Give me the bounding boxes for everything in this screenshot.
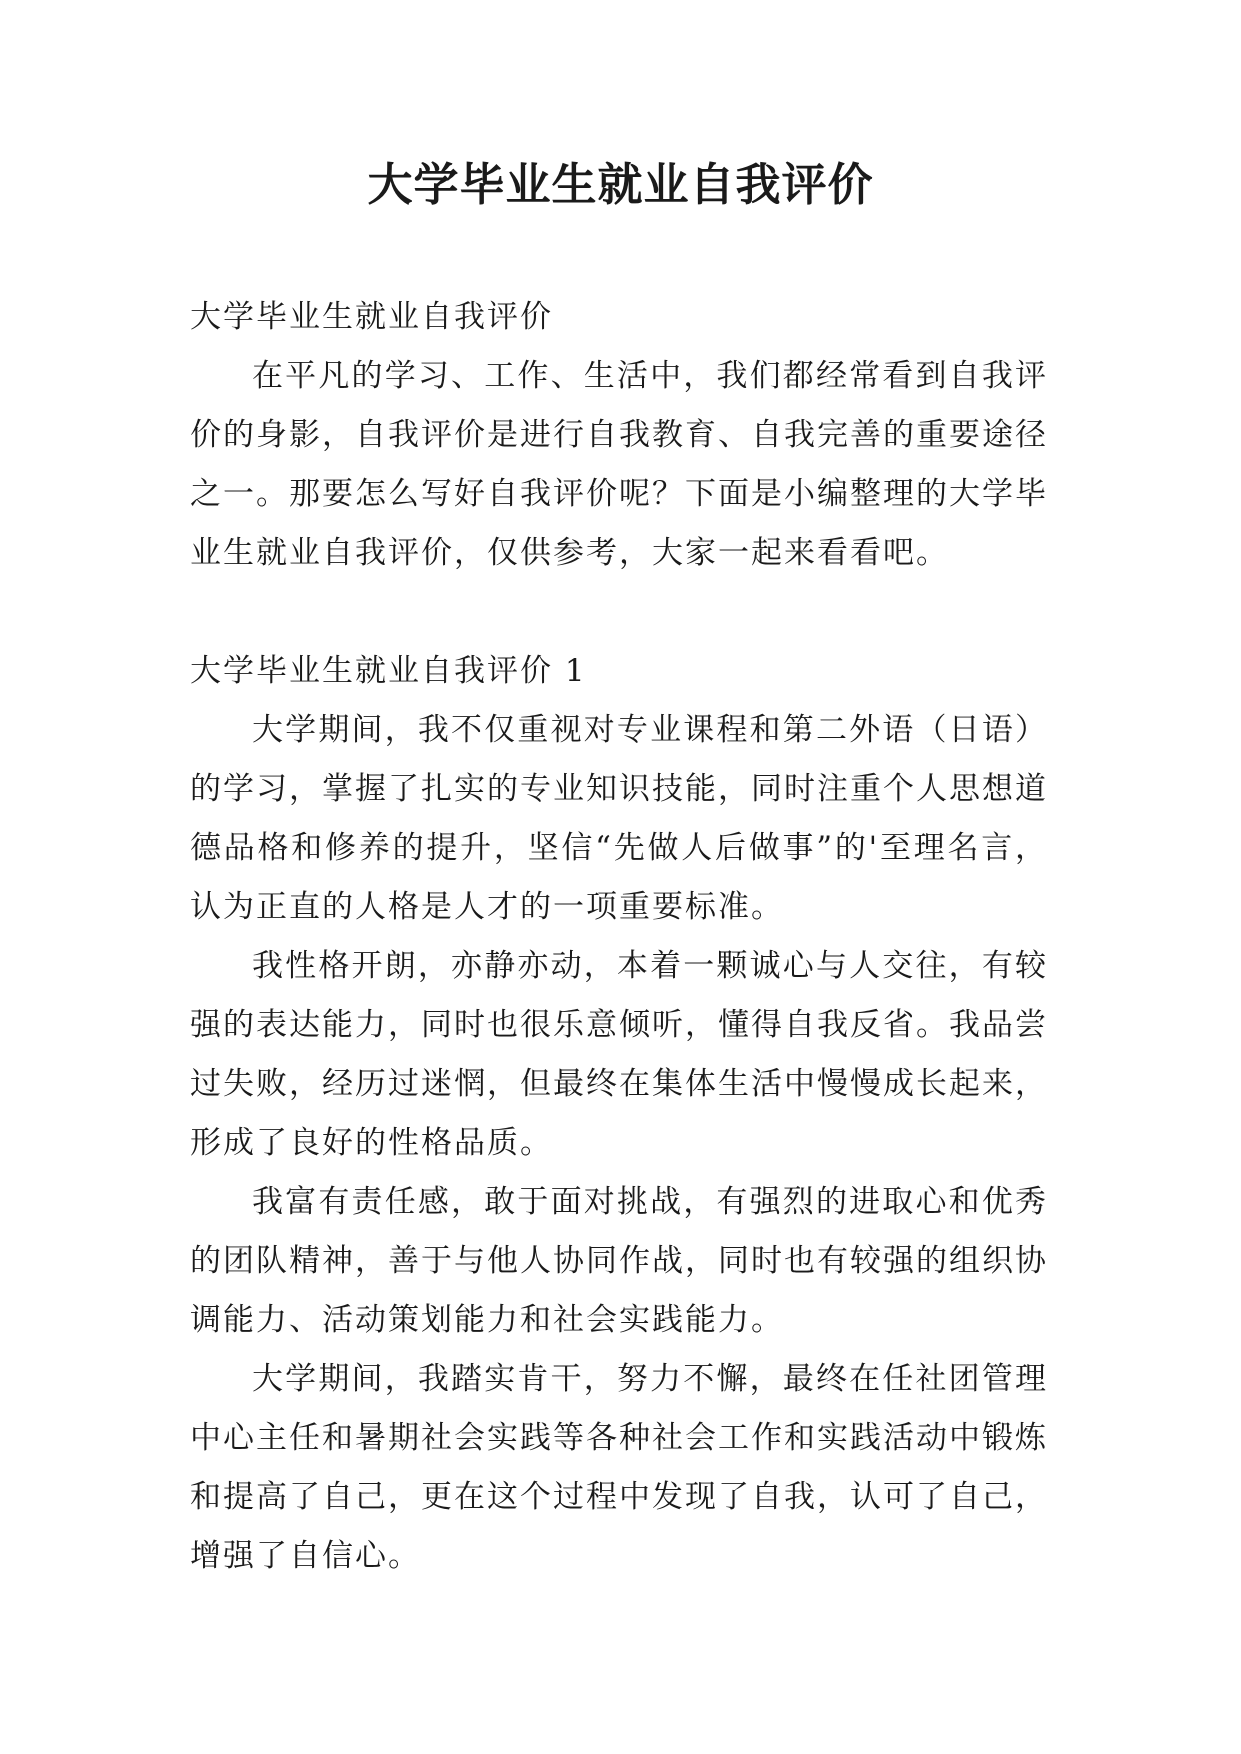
section-spacer — [190, 583, 1048, 642]
document-body — [190, 288, 1048, 1586]
section-1-paragraph-2: 我性格开朗，亦静亦动，本着一颗诚心与人交往，有较强的表达能力，同时也很乐意倾听，懂得自我反省。我品尝过失败，经历过迷惘，但最终在集体生活中慢慢成长起来，形成了良好的性格品质。 — [190, 948, 1048, 1161]
section-1-paragraph-3: 我富有责任感，敢于面对挑战，有强烈的进取心和优秀的团队精神，善于与他人协同作战，同时也有较强的组织协调能力、活动策划能力和社会实践能力。 — [190, 1184, 1048, 1338]
intro-paragraph: 在平凡的学习、工作、生活中，我们都经常看到自我评价的身影，自我评价是进行自我教育、自我完善的重要途径之一。那要怎么写好自我评价呢？下面是小编整理的大学毕业生就业自我评价，仅供参考，大家一起来看看吧。 — [190, 358, 1048, 571]
section-1-paragraph-4: 大学期间，我踏实肯干，努力不懈，最终在任社团管理中心主任和暑期社会实践等各种社会工作和实践活动中锻炼和提高了自己，更在这个过程中发现了自我，认可了自己，增强了自信心。 — [190, 1361, 1048, 1574]
section-1-heading: 大学毕业生就业自我评价 1 — [190, 653, 587, 689]
intro-heading: 大学毕业生就业自我评价 — [190, 299, 553, 335]
document-title: 大学毕业生就业自我评价 — [367, 158, 874, 211]
section-1-paragraph-1: 大学期间，我不仅重视对专业课程和第二外语（日语）的学习，掌握了扎实的专业知识技能，同时注重个人思想道德品格和修养的提升，坚信“先做人后做事”的'至理名言，认为正直的人格是人才的一项重要标准。 — [190, 712, 1048, 925]
